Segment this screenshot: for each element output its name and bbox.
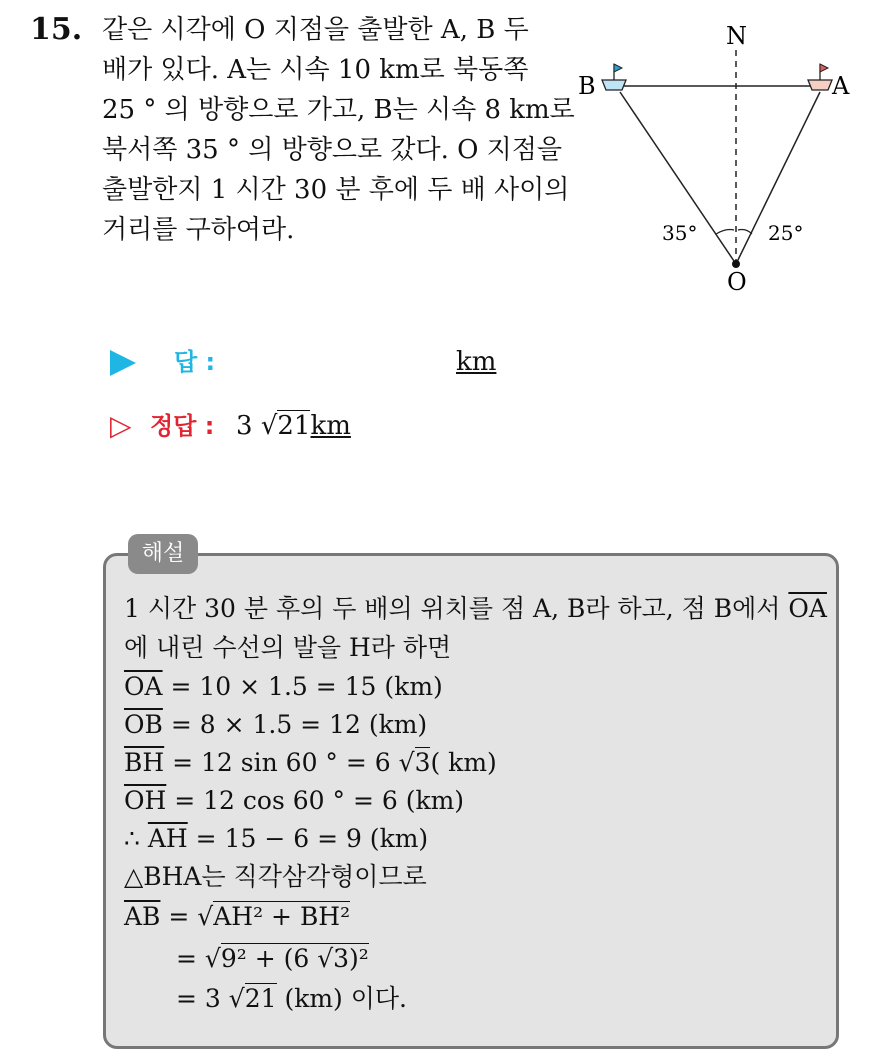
solution-text: = 12 sin 60 ° = 6: [164, 748, 399, 777]
solution-line: [176, 940, 369, 978]
label-a: A: [832, 72, 850, 100]
sqrt-expression: √21: [260, 411, 311, 441]
solution-line: [124, 744, 497, 782]
radicand: 21: [244, 984, 277, 1013]
solution-text: =: [160, 902, 198, 931]
solution-line: [124, 782, 464, 820]
segment-label: $\overline{OA}$: [124, 672, 163, 701]
angle-label-left: 35°: [662, 221, 698, 245]
question-line: 북서쪽 35 ° 의 방향으로 갔다. O 지점을: [102, 135, 563, 165]
question-line: 같은 시각에 O 지점을 출발한 A, B 두: [102, 15, 529, 45]
solution-text: = 10 × 1.5 = 15 (km): [162, 672, 443, 701]
solution-line: [176, 980, 407, 1018]
label-b: B: [578, 72, 596, 100]
answer-arrow-icon: [110, 350, 136, 376]
radicand: 9² + (6 √3)²: [220, 944, 369, 973]
solution-text: (km) 이다.: [276, 984, 408, 1013]
solution-text: = 8 × 1.5 = 12 (km): [162, 710, 428, 739]
segment-label: $\overline{OH}$: [124, 786, 167, 815]
segment-label: $\overline{AH}$: [147, 824, 188, 853]
question-number: 15.: [30, 12, 83, 47]
solution-text: = 15 − 6 = 9 (km): [187, 824, 429, 853]
question-line: 배가 있다. A는 시속 10 km로 북동쪽: [102, 55, 529, 85]
answer-key-label: 정답 :: [150, 412, 215, 440]
sqrt-expression: √AH² + BH²: [197, 902, 351, 931]
answer-label: 답 :: [174, 348, 216, 376]
therefore-symbol: ∴: [124, 824, 148, 853]
solution-line: △BHA는 직각삼각형이므로: [124, 862, 427, 891]
solution-text: = 3: [176, 984, 229, 1013]
answer-key-arrow-icon: ▷: [110, 409, 132, 442]
point-o: [732, 260, 740, 268]
label-o: O: [727, 268, 747, 296]
solution-line: [124, 898, 350, 936]
solution-text: =: [176, 944, 205, 973]
answer-key-radicand: 21: [277, 411, 311, 441]
answer-unit: km: [456, 347, 497, 377]
angle-arc-right: [738, 230, 752, 235]
solution-line: [124, 706, 427, 744]
question-line: 출발한지 1 시간 30 분 후에 두 배 사이의: [102, 175, 570, 205]
radicand: 3: [414, 748, 431, 777]
question-text: [102, 10, 575, 250]
solution-text: = 12 cos 60 ° = 6 (km): [166, 786, 465, 815]
solution-text: ( km): [430, 748, 497, 777]
label-n: N: [726, 22, 747, 50]
sqrt-expression: √9² + (6 √3)²: [204, 944, 369, 973]
sqrt-expression: √21: [228, 984, 277, 1013]
segment-label: $\overline{OB}$: [124, 710, 163, 739]
answer-key-coef: 3: [236, 411, 253, 441]
question-line: 25 ° 의 방향으로 가고, B는 시속 8 km로: [102, 95, 575, 125]
answer-key-value: [236, 404, 351, 448]
solution-line: 에 내린 수선의 발을 H라 하면: [124, 633, 452, 662]
sqrt-expression: √3: [398, 748, 431, 777]
segment-label: $\overline{BH}$: [124, 748, 165, 777]
solution-line: [124, 820, 428, 858]
solution-text: 1 시간 30 분 후의 두 배의 위치를 점 A, B라 하고, 점 B에서: [124, 594, 789, 623]
flag-b-icon: [614, 64, 622, 72]
question-line: 거리를 구하여라.: [102, 215, 295, 245]
solution-tag: 해설: [128, 534, 198, 574]
segment-label: $\overline{OA}$: [788, 594, 827, 623]
navigation-diagram: [570, 20, 860, 300]
radicand: AH² + BH²: [213, 902, 351, 931]
angle-arc-left: [716, 230, 734, 235]
answer-key-unit: km: [310, 411, 351, 441]
ship-b-icon: [602, 80, 626, 90]
answer-row: [110, 342, 497, 382]
angle-label-right: 25°: [768, 221, 804, 245]
segment-label: $\overline{AB}$: [124, 902, 161, 931]
solution-line: [124, 590, 827, 628]
ship-a-icon: [808, 80, 832, 90]
solution-line: [124, 668, 443, 706]
flag-a-icon: [820, 64, 828, 72]
